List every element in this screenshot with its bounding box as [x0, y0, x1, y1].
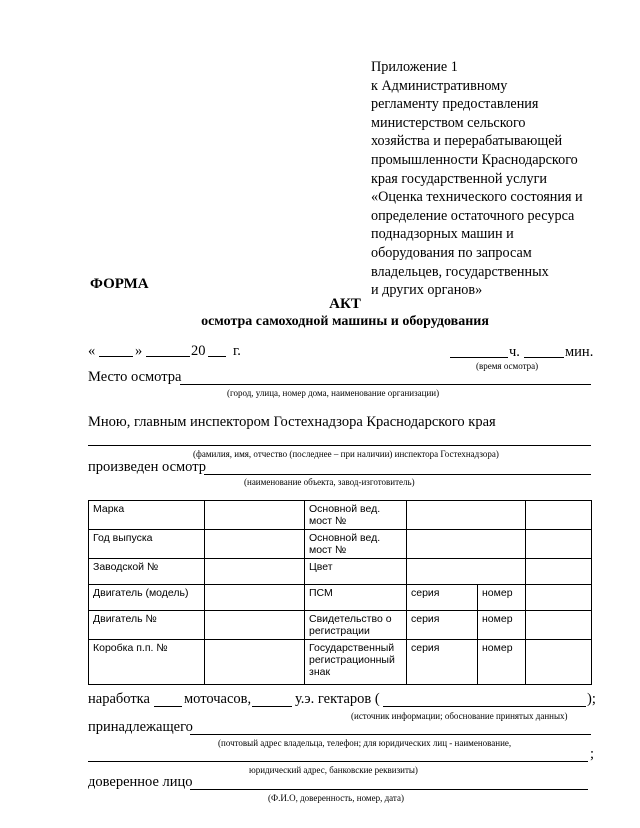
year-prefix: 20: [191, 343, 206, 359]
trustee-caption: (Ф.И.О, доверенность, номер, дата): [268, 793, 404, 803]
table-row: [89, 611, 592, 640]
owner-address-field[interactable]: [88, 761, 588, 762]
appendix-line: министерством сельского: [371, 114, 526, 131]
table-value-cell[interactable]: [526, 611, 592, 640]
appendix-line: и других органов»: [371, 282, 483, 299]
appendix-line: «Оценка технического состояния и: [371, 189, 583, 206]
table-value-cell[interactable]: [205, 585, 305, 611]
table-cell: Коробка п.п. №: [89, 640, 205, 685]
appendix-line: владельцев, государственных: [371, 263, 549, 280]
vehicle-data-table: [88, 500, 592, 685]
operating-caption: (источник информации; обоснование принятых данных): [351, 711, 568, 721]
table-cell: серия: [407, 611, 478, 640]
motor-hours-field[interactable]: [154, 706, 182, 707]
operating-mid2: у.э. гектаров (: [295, 691, 380, 707]
place-caption: (город, улица, номер дома, наименование организации): [227, 388, 440, 398]
owner-end: ;: [590, 746, 595, 762]
table-cell: Цвет: [305, 559, 407, 585]
table-value-cell[interactable]: [205, 640, 305, 685]
date-open-quote: «: [88, 343, 96, 359]
inspector-field[interactable]: [88, 445, 591, 446]
appendix-line: к Административному: [371, 77, 508, 94]
table-value-cell[interactable]: [205, 611, 305, 640]
owner-label: принадлежащего: [88, 719, 193, 735]
owner-caption2: юридический адрес, банковские реквизиты): [249, 765, 418, 775]
place-field[interactable]: [180, 384, 591, 385]
act-title: АКТ: [329, 296, 361, 312]
table-cell: номер: [478, 585, 526, 611]
inspection-label: произведен осмотр: [88, 459, 206, 475]
table-row: [89, 640, 592, 685]
day-field[interactable]: [99, 356, 133, 357]
table-cell: Основной вед. мост №: [305, 501, 407, 530]
act-subtitle: осмотра самоходной машины и оборудования: [201, 314, 489, 329]
table-cell: серия: [407, 585, 478, 611]
table-cell: Марка: [89, 501, 205, 530]
year-suffix: г.: [233, 343, 241, 359]
appendix-line: промышленности Краснодарского: [371, 151, 578, 168]
table-cell: ПСМ: [305, 585, 407, 611]
table-cell: Свидетельство о регистрации: [305, 611, 407, 640]
inspector-text: Мною, главным инспектором Гостехнадзора Краснодарского края: [88, 414, 496, 430]
table-cell: серия: [407, 640, 478, 685]
table-row: [89, 559, 592, 585]
appendix-line: оборудования по запросам: [371, 244, 532, 261]
table-value-cell[interactable]: [205, 559, 305, 585]
trustee-field[interactable]: [190, 789, 588, 790]
date-close-quote: »: [135, 343, 143, 359]
hectares-field[interactable]: [252, 706, 292, 707]
operating-prefix: наработка: [88, 691, 150, 707]
table-cell: Двигатель (модель): [89, 585, 205, 611]
table-cell: Государственный регистрационный знак: [305, 640, 407, 685]
table-value-cell[interactable]: [526, 585, 592, 611]
appendix-line: хозяйства и перерабатывающей: [371, 133, 563, 150]
table-cell: Год выпуска: [89, 530, 205, 559]
table-value-cell[interactable]: [205, 501, 305, 530]
minutes-suffix: мин.: [565, 344, 594, 360]
hours-field[interactable]: [450, 357, 508, 358]
table-value-cell[interactable]: [407, 501, 526, 530]
appendix-block: [371, 58, 583, 300]
owner-caption1: (почтовый адрес владельца, телефон; для юридических лиц - наименование,: [218, 738, 512, 748]
table-row: [89, 585, 592, 611]
hours-suffix: ч.: [509, 344, 520, 360]
appendix-line: поднадзорных машин и: [371, 226, 514, 243]
table-value-cell[interactable]: [526, 530, 592, 559]
table-value-cell[interactable]: [526, 559, 592, 585]
table-value-cell[interactable]: [205, 530, 305, 559]
operating-mid1: моточасов,: [184, 691, 252, 707]
appendix-line: регламенту предоставления: [371, 96, 539, 113]
table-value-cell[interactable]: [526, 640, 592, 685]
table-cell: Основной вед. мост №: [305, 530, 407, 559]
table-cell: Двигатель №: [89, 611, 205, 640]
table-cell: номер: [478, 611, 526, 640]
inspection-field[interactable]: [204, 474, 591, 475]
table-row: [89, 501, 592, 530]
appendix-line: Приложение 1: [371, 59, 458, 75]
info-source-field[interactable]: [383, 706, 586, 707]
table-cell: Заводской №: [89, 559, 205, 585]
trustee-label: доверенное лицо: [88, 774, 193, 790]
table-value-cell[interactable]: [407, 530, 526, 559]
time-caption: (время осмотра): [476, 361, 539, 371]
month-field[interactable]: [146, 356, 190, 357]
appendix-line: определение остаточного ресурса: [371, 207, 575, 224]
table-cell: номер: [478, 640, 526, 685]
appendix-line: края государственной услуги: [371, 170, 547, 187]
owner-field[interactable]: [190, 734, 591, 735]
table-row: [89, 530, 592, 559]
table-value-cell[interactable]: [526, 501, 592, 530]
inspection-caption: (наименование объекта, завод-изготовитель): [244, 477, 415, 487]
place-label: Место осмотра: [88, 369, 182, 385]
year-field[interactable]: [208, 356, 226, 357]
operating-end: );: [587, 691, 596, 707]
inspector-caption: (фамилия, имя, отчество (последнее – при наличии) инспектора Гостехнадзора): [193, 449, 499, 459]
minutes-field[interactable]: [524, 357, 564, 358]
forma-label: ФОРМА: [90, 276, 149, 292]
table-value-cell[interactable]: [407, 559, 526, 585]
